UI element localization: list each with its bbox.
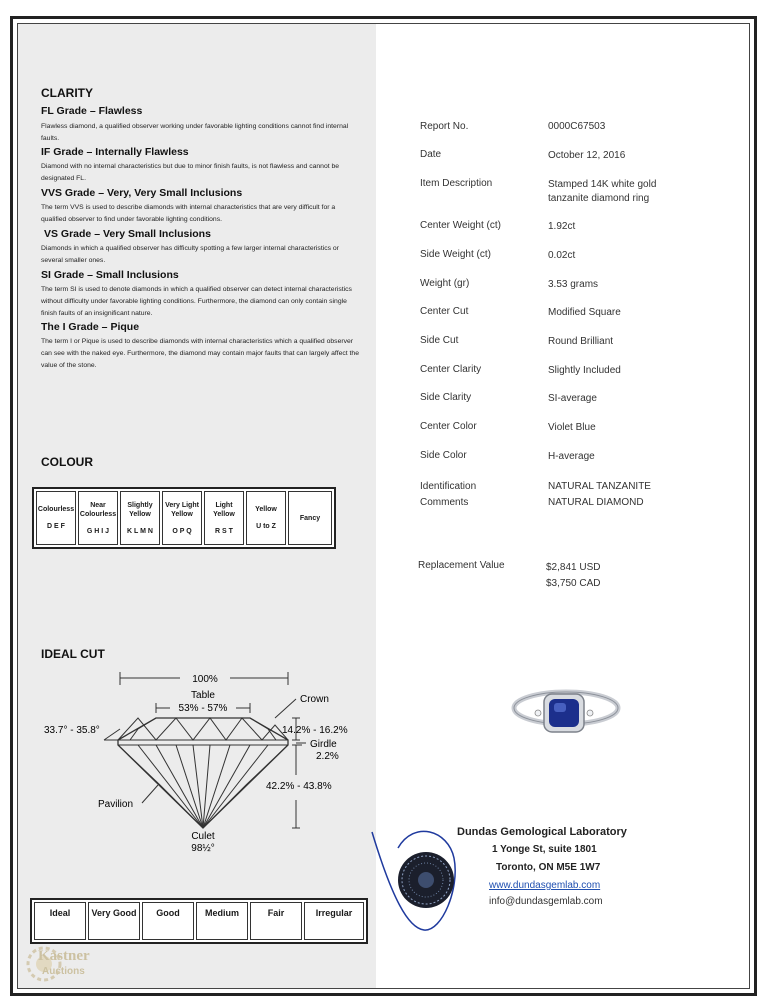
grade-si-heading: SI Grade – Small Inclusions — [41, 269, 179, 281]
grade-fl-heading: FL Grade – Flawless — [41, 105, 143, 117]
item-description-label: Item Description — [420, 178, 493, 189]
lab-email: info@dundasgemlab.com — [489, 896, 603, 907]
cut-grade-ideal: Ideal — [34, 902, 86, 940]
grade-si-text: The term SI is used to denote diamonds in which a qualified observer can detect internal characteristics without difficulty under favorable lighting conditions. Furthermore, the diamond can only contain single finish faults of an insignificant nature. — [41, 286, 352, 317]
lab-address-line2: Toronto, ON M5E 1W7 — [496, 862, 601, 873]
center-cut-label: Center Cut — [420, 306, 469, 317]
kastner-auctions-watermark — [22, 932, 114, 992]
culet-pct-label: 98½° — [191, 843, 215, 854]
grade-vvs-text: The term VVS is used to describe diamonds with internal characteristics that are very difficult for a qualified observer to find under favorable lighting conditions. — [41, 204, 336, 223]
report-no-value: 0000C67503 — [548, 121, 606, 132]
colour-codes: K L M N — [127, 527, 153, 535]
replacement-value-label: Replacement Value — [418, 560, 505, 571]
lab-address-line1: 1 Yonge St, suite 1801 — [492, 844, 597, 855]
girdle-pct-label: 2.2% — [316, 751, 339, 762]
center-color-label: Center Color — [420, 421, 477, 432]
width-100-label: 100% — [192, 674, 218, 685]
side-clarity-value: SI-average — [548, 393, 597, 404]
center-clarity-label: Center Clarity — [420, 364, 482, 375]
lab-name: Dundas Gemological Laboratory — [457, 826, 627, 838]
diamond-outline — [118, 718, 288, 828]
pavilion-depth-label: 42.2% - 43.8% — [266, 781, 332, 792]
clarity-title: CLARITY — [41, 86, 93, 100]
cut-grade-medium: Medium — [196, 902, 248, 940]
identification-comments-value: NATURAL TANZANITE NATURAL DIAMOND — [548, 481, 651, 508]
diamond-cut-diagram — [30, 665, 370, 855]
colour-cell-slightly-yellow — [120, 491, 160, 545]
center-weight-value: 1.92ct — [548, 221, 576, 232]
colour-name: Fancy — [299, 514, 321, 522]
colour-codes: O P Q — [172, 527, 192, 535]
watermark-line1: Kastner — [38, 948, 90, 964]
grade-vs-text: Diamonds in which a qualified observer has difficulty spotting a few larger internal characteristics or several smaller ones. — [41, 245, 339, 264]
grade-i-heading: The I Grade – Pique — [41, 321, 140, 333]
side-weight-value: 0.02ct — [548, 250, 576, 261]
report-no-label: Report No. — [420, 121, 469, 132]
grade-fl-text: Flawless diamond, a qualified observer working under favorable lighting conditions cannot find internal faults. — [41, 123, 349, 142]
table-range-label: 53% - 57% — [178, 703, 228, 714]
colour-cell-fancy — [288, 491, 332, 545]
hologram-seal — [362, 818, 466, 936]
side-color-value: H-average — [548, 451, 595, 462]
pavilion-label: Pavilion — [98, 799, 134, 810]
girdle-label: Girdle — [310, 739, 337, 750]
colour-name: Yellow — [255, 506, 277, 513]
colour-codes: D E F — [47, 523, 65, 530]
colour-codes: U to Z — [256, 523, 276, 530]
colour-name: Colourless — [37, 506, 75, 513]
date-label: Date — [420, 149, 442, 160]
colour-title: COLOUR — [41, 455, 93, 469]
side-weight-label: Side Weight (ct) — [420, 249, 491, 260]
ideal-cut-title: IDEAL CUT — [41, 647, 105, 661]
item-description-value: Stamped 14K white gold tanzanite diamond ring — [548, 179, 657, 204]
colour-cell-colourless — [36, 491, 76, 545]
center-color-value: Violet Blue — [548, 422, 596, 433]
crown-height-label: 14.2% - 16.2% — [282, 725, 348, 736]
colour-codes: R S T — [215, 527, 233, 535]
replacement-value-value: $2,841 USD $3,750 CAD — [546, 562, 601, 589]
cut-grade-good: Good — [142, 902, 194, 940]
culet-label: Culet — [191, 831, 215, 842]
ring-photo — [510, 672, 622, 752]
weight-label: Weight (gr) — [420, 278, 470, 289]
colour-scale-table — [32, 487, 336, 549]
colour-name: Slightly Yellow — [127, 501, 153, 518]
colour-name: Very Light Yellow — [165, 501, 199, 518]
lab-website-link[interactable]: www.dundasgemlab.com — [489, 880, 601, 891]
cut-grade-irregular: Irregular — [304, 902, 364, 940]
grade-vs-heading: VS Grade – Very Small Inclusions — [44, 228, 211, 240]
side-clarity-label: Side Clarity — [420, 392, 472, 403]
colour-cell-light-yellow — [204, 491, 244, 545]
cut-grade-fair: Fair — [250, 902, 302, 940]
cut-grade-very-good: Very Good — [88, 902, 140, 940]
colour-cell-near-colourless — [78, 491, 118, 545]
grade-if-text: Diamond with no internal characteristics but due to minor finish faults, is not flawless and cannot be designated FL. — [41, 163, 340, 182]
colour-cell-yellow — [246, 491, 286, 545]
colour-cell-very-light-yellow — [162, 491, 202, 545]
side-color-label: Side Color — [420, 450, 467, 461]
grade-i-text: The term I or Pique is used to describe diamonds with internal characteristics which a qualified observer can see with the naked eye. Furthermore, the diamond may contain major faults that can largely affect the value of the stone. — [41, 338, 359, 369]
table-label: Table — [191, 690, 215, 701]
watermark-line2: Auctions — [42, 966, 85, 977]
side-cut-value: Round Brilliant — [548, 336, 614, 347]
center-cut-value: Modified Square — [548, 307, 621, 318]
crown-label: Crown — [300, 694, 329, 705]
weight-value: 3.53 grams — [548, 279, 599, 290]
colour-name: Near Colourless — [79, 501, 117, 518]
side-cut-label: Side Cut — [420, 335, 459, 346]
grade-vvs-heading: VVS Grade – Very, Very Small Inclusions — [41, 187, 243, 199]
date-value: October 12, 2016 — [548, 150, 626, 161]
center-weight-label: Center Weight (ct) — [420, 220, 501, 231]
colour-codes: G H I J — [86, 527, 110, 535]
grade-if-heading: IF Grade – Internally Flawless — [41, 146, 189, 158]
identification-comments-label: Identification Comments — [420, 481, 477, 508]
center-clarity-value: Slightly Included — [548, 365, 621, 376]
colour-name: Light Yellow — [213, 501, 235, 518]
crown-angle-label: 33.7° - 35.8° — [44, 725, 100, 736]
